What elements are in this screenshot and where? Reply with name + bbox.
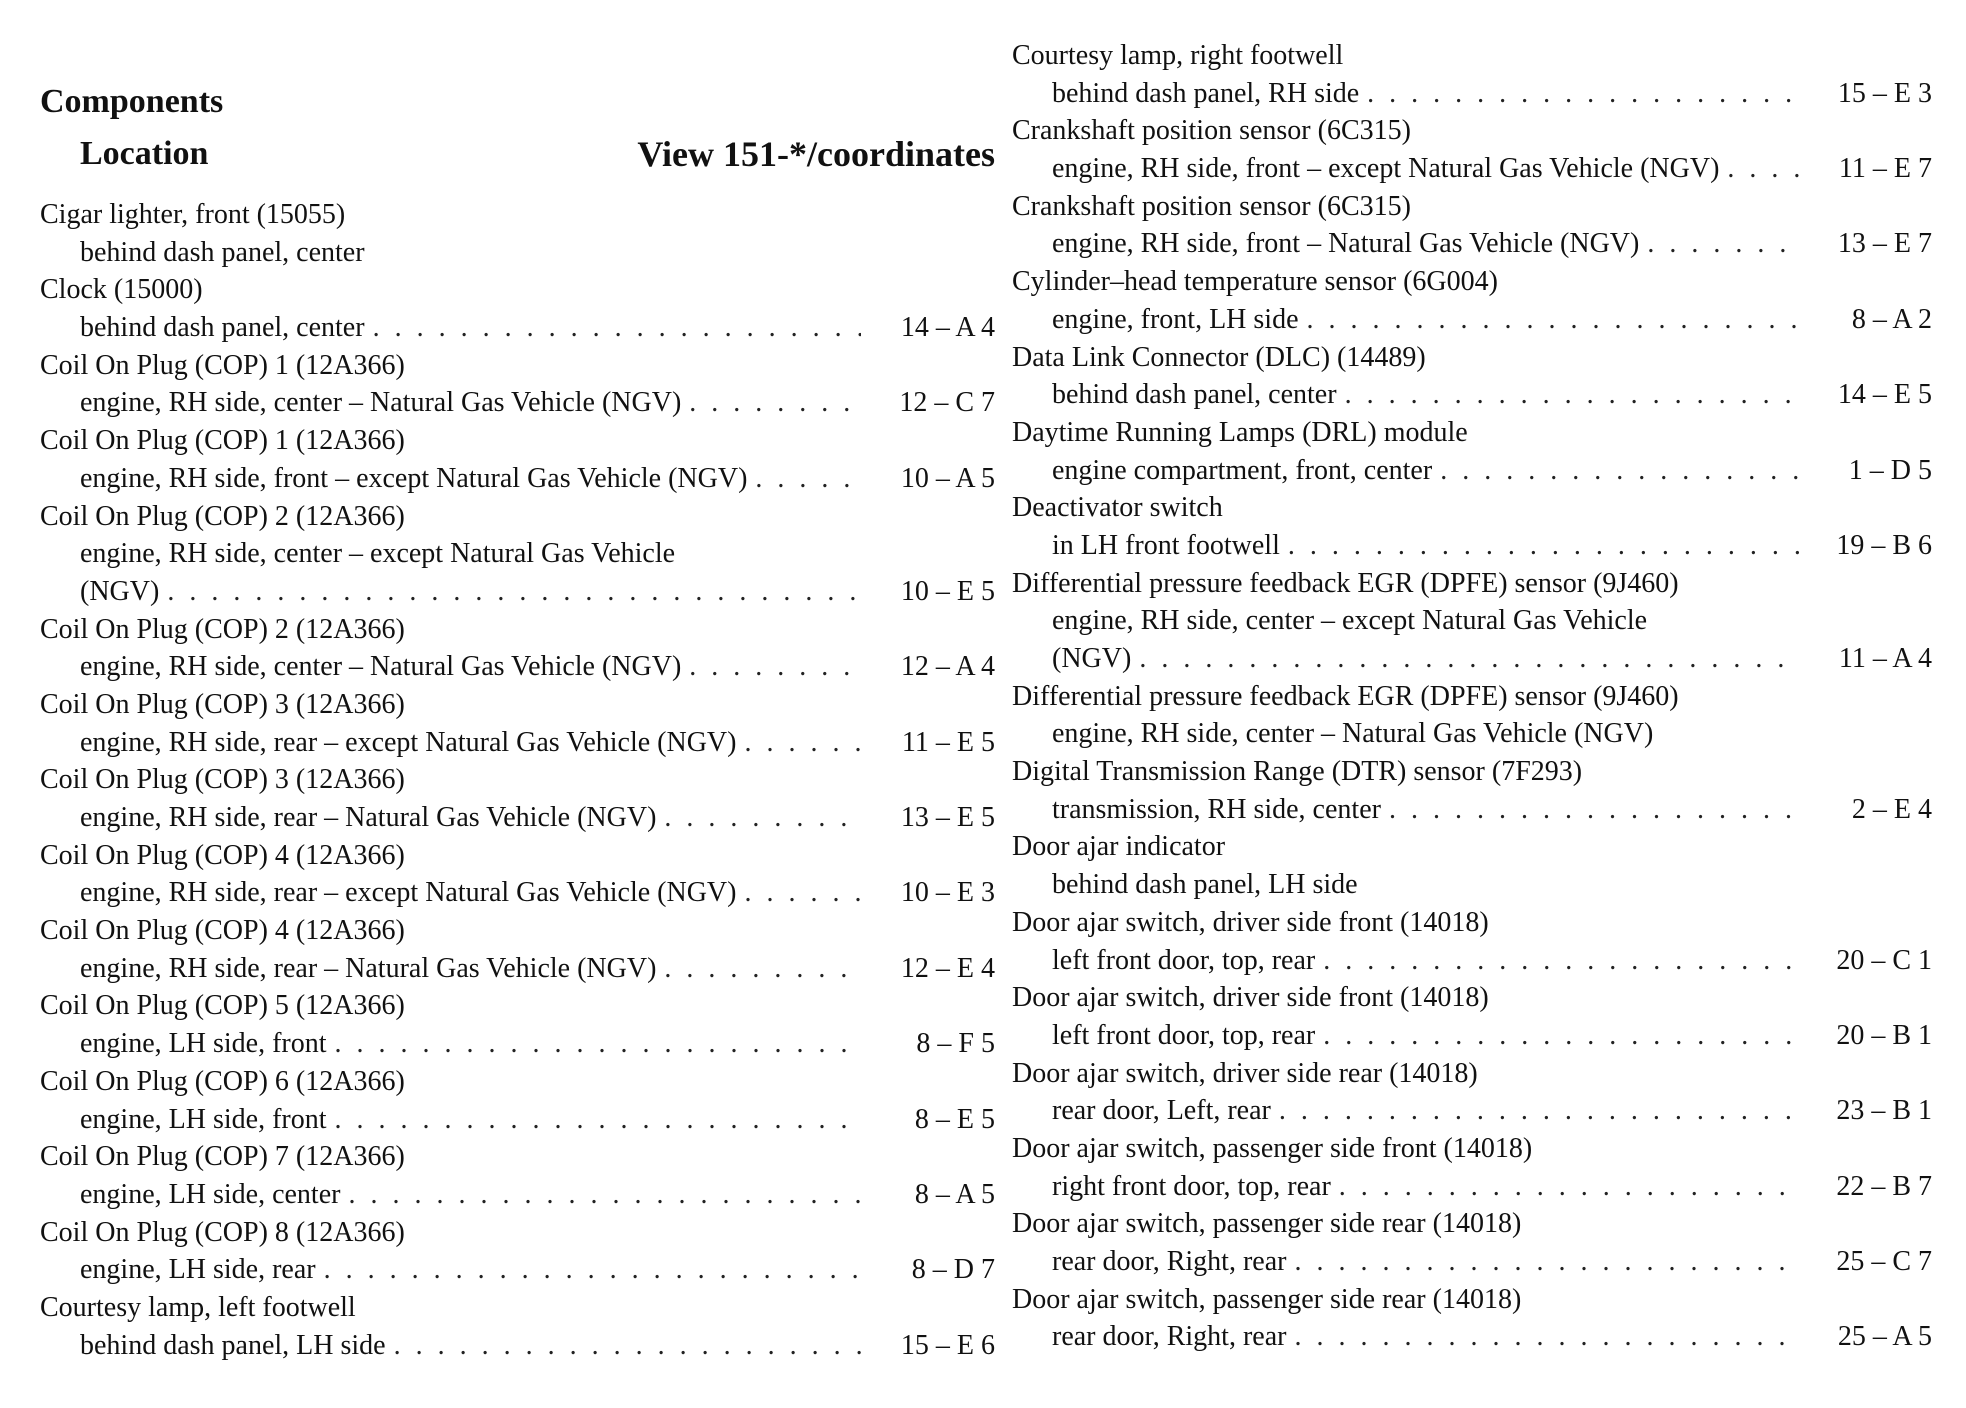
location-line [1012, 1243, 1932, 1281]
right-entry-list [1012, 37, 1932, 1356]
page-title: Components [40, 83, 224, 120]
view-coordinate: 11 – E 7 [1838, 153, 1932, 185]
component-name-text: Door ajar switch, driver side front (14018) [1012, 982, 1489, 1014]
dot-leader [1323, 942, 1800, 980]
location-text: engine, LH side, center [80, 1178, 341, 1210]
component-name [40, 761, 995, 799]
view-coordinate: 22 – B 7 [1836, 1170, 1932, 1202]
dot-leader [744, 874, 861, 912]
dot-leader [167, 573, 861, 611]
component-name-text: Coil On Plug (COP) 1 (12A366) [40, 349, 405, 381]
component-name [1012, 979, 1932, 1017]
left-entry-list [40, 196, 995, 1364]
location-text: engine, RH side, rear – Natural Gas Vehicle (NGV) [80, 952, 657, 984]
component-name [40, 686, 995, 724]
component-name-text: Coil On Plug (COP) 3 (12A366) [40, 688, 405, 720]
dot-leader [755, 460, 861, 498]
component-name-text: Coil On Plug (COP) 2 (12A366) [40, 613, 405, 645]
component-name-text: Door ajar switch, driver side front (14018) [1012, 906, 1489, 938]
dot-leader [664, 799, 861, 837]
component-name-text: Differential pressure feedback EGR (DPFE) sensor (9J460) [1012, 680, 1679, 712]
component-name-text: Door ajar indicator [1012, 831, 1226, 863]
component-name-text: Differential pressure feedback EGR (DPFE) sensor (9J460) [1012, 567, 1679, 599]
view-coordinate: 11 – A 4 [1838, 643, 1932, 674]
location-text: engine, RH side, center – except Natural Gas Vehicle [80, 538, 676, 570]
location-line [40, 460, 995, 498]
location-text: behind dash panel, center [80, 312, 365, 344]
location-line [1012, 1092, 1932, 1130]
component-name-text: Coil On Plug (COP) 4 (12A366) [40, 839, 405, 871]
component-name [1012, 188, 1932, 226]
location-text: engine, RH side, center – except Natural Gas Vehicle [1052, 605, 1648, 637]
location-text: behind dash panel, center [1052, 379, 1337, 411]
component-name [1012, 828, 1932, 866]
component-name [40, 1138, 995, 1176]
view-coordinate: 12 – E 4 [900, 952, 995, 984]
location-line [1012, 75, 1932, 113]
location-text: engine, LH side, front [80, 1028, 327, 1060]
location-line [1012, 225, 1932, 263]
dot-leader [348, 1176, 861, 1214]
location-text: rear door, Right, rear [1052, 1321, 1287, 1353]
location-line [40, 573, 995, 611]
dot-leader [1367, 75, 1800, 113]
dot-leader [335, 1101, 862, 1139]
location-text: engine, RH side, front – except Natural Gas Vehicle (NGV) [80, 462, 748, 494]
location-text: transmission, RH side, center [1052, 793, 1381, 825]
component-name-text: Door ajar switch, passenger side rear (14018) [1012, 1283, 1522, 1315]
dot-leader [335, 1025, 862, 1063]
component-name [1012, 1055, 1932, 1093]
view-coordinate: 8 – E 5 [914, 1103, 995, 1135]
component-name [1012, 565, 1932, 603]
location-text: left front door, top, rear [1052, 1019, 1316, 1051]
view-coordinate: 15 – E 6 [900, 1329, 995, 1361]
view-coordinate: 8 – A 2 [1851, 303, 1932, 335]
component-name-text: Coil On Plug (COP) 7 (12A366) [40, 1141, 405, 1173]
location-line [40, 234, 995, 272]
component-name-text: Door ajar switch, driver side rear (14018) [1012, 1057, 1478, 1089]
view-coordinate: 11 – E 5 [901, 726, 995, 758]
location-text: behind dash panel, LH side [80, 1329, 386, 1361]
view-coordinate: 23 – B 1 [1836, 1095, 1932, 1127]
location-text: rear door, Right, rear [1052, 1246, 1287, 1277]
view-coordinate: 13 – E 5 [900, 802, 995, 833]
component-name [1012, 1281, 1932, 1319]
location-line [1012, 640, 1932, 678]
dot-leader [664, 950, 861, 988]
location-text: right front door, top, rear [1052, 1170, 1331, 1202]
component-name-text: Door ajar switch, passenger side rear (14018) [1012, 1208, 1522, 1240]
component-name [40, 987, 995, 1025]
location-line [40, 950, 995, 988]
component-name [1012, 904, 1932, 942]
dot-leader [394, 1327, 861, 1365]
location-text: behind dash panel, LH side [1052, 869, 1358, 901]
location-line [1012, 791, 1932, 829]
component-name [1012, 414, 1932, 452]
component-name-text: Courtesy lamp, left footwell [40, 1291, 356, 1323]
location-text: (NGV) [1052, 643, 1132, 674]
location-text: rear door, Left, rear [1052, 1095, 1271, 1127]
component-name [40, 1214, 995, 1252]
view-coordinate: 8 – D 7 [911, 1254, 995, 1286]
component-name [40, 837, 995, 875]
dot-leader [744, 724, 861, 762]
location-line [40, 384, 995, 422]
component-name-text: Coil On Plug (COP) 4 (12A366) [40, 915, 405, 947]
component-name-text: Crankshaft position sensor (6C315) [1012, 115, 1411, 147]
view-coordinate: 25 – C 7 [1836, 1246, 1932, 1277]
component-name [1012, 37, 1932, 75]
location-line [40, 1251, 995, 1289]
location-line [1012, 715, 1932, 753]
component-name-text: Coil On Plug (COP) 2 (12A366) [40, 500, 405, 532]
view-coordinate: 12 – A 4 [900, 651, 995, 683]
component-name-text: Door ajar switch, passenger side front (14018) [1012, 1132, 1533, 1164]
component-name [1012, 339, 1932, 377]
view-coordinate: 8 – F 5 [916, 1028, 995, 1060]
view-coordinate: 8 – A 5 [914, 1178, 995, 1210]
location-text: engine, RH side, center – Natural Gas Vehicle (NGV) [80, 651, 682, 683]
component-name-text: Cylinder–head temperature sensor (6G004) [1012, 266, 1498, 298]
component-name [1012, 263, 1932, 301]
location-line [1012, 527, 1932, 565]
dot-leader [1139, 640, 1800, 678]
dot-leader [1294, 1243, 1800, 1281]
location-line [1012, 452, 1932, 490]
component-name-text: Coil On Plug (COP) 6 (12A366) [40, 1065, 405, 1097]
dot-leader [1440, 452, 1800, 490]
component-name [40, 611, 995, 649]
view-coordinate: 10 – E 5 [900, 575, 995, 607]
view-coordinates-header: View 151-*/coordinates [637, 134, 995, 174]
view-coordinate: 20 – B 1 [1836, 1019, 1932, 1051]
location-line [40, 1101, 995, 1139]
location-line [1012, 602, 1932, 640]
component-name [40, 347, 995, 385]
component-name [40, 1289, 995, 1327]
location-text: (NGV) [80, 575, 160, 607]
location-text: engine, RH side, front – Natural Gas Vehicle (NGV) [1052, 228, 1640, 260]
view-coordinate: 20 – C 1 [1836, 944, 1932, 976]
component-name [1012, 1130, 1932, 1168]
view-coordinate: 2 – E 4 [1851, 793, 1932, 825]
view-coordinate: 10 – E 3 [900, 877, 995, 909]
dot-leader [689, 648, 861, 686]
dot-leader [1339, 1168, 1800, 1206]
location-line [1012, 866, 1932, 904]
dot-leader [1288, 527, 1800, 565]
location-line [40, 1176, 995, 1214]
dot-leader [1647, 225, 1800, 263]
component-name [1012, 1205, 1932, 1243]
location-text: engine compartment, front, center [1052, 454, 1433, 486]
location-text: engine, RH side, front – except Natural Gas Vehicle (NGV) [1052, 153, 1720, 185]
location-line [40, 799, 995, 837]
component-name-text: Deactivator switch [1012, 492, 1223, 524]
view-coordinate: 1 – D 5 [1848, 454, 1932, 486]
location-line [40, 874, 995, 912]
component-name [1012, 753, 1932, 791]
component-name-text: Cigar lighter, front (15055) [40, 199, 346, 230]
view-coordinate: 19 – B 6 [1836, 529, 1932, 561]
location-line [1012, 301, 1932, 339]
location-text: engine, RH side, center – Natural Gas Vehicle (NGV) [80, 387, 682, 419]
location-text: engine, RH side, rear – Natural Gas Vehicle (NGV) [80, 802, 657, 833]
location-line [40, 535, 995, 573]
dot-leader [373, 309, 861, 347]
dot-leader [324, 1251, 861, 1289]
location-text: engine, LH side, rear [80, 1254, 316, 1286]
location-text: behind dash panel, center [80, 236, 365, 268]
location-text: behind dash panel, RH side [1052, 77, 1360, 109]
dot-leader [1727, 150, 1800, 188]
dot-leader [1307, 301, 1801, 339]
component-name [1012, 489, 1932, 527]
component-name [1012, 678, 1932, 716]
location-line [40, 724, 995, 762]
view-coordinate: 14 – E 5 [1837, 379, 1932, 411]
dot-leader [1389, 791, 1800, 829]
dot-leader [689, 384, 861, 422]
location-line [1012, 942, 1932, 980]
dot-leader [1279, 1092, 1800, 1130]
component-name-text: Daytime Running Lamps (DRL) module [1012, 416, 1468, 448]
location-text: engine, LH side, front [80, 1103, 327, 1135]
dot-leader [1294, 1318, 1800, 1356]
component-name-text: Coil On Plug (COP) 5 (12A366) [40, 990, 405, 1022]
view-coordinate: 25 – A 5 [1837, 1321, 1932, 1353]
component-name [40, 498, 995, 536]
location-header: Location [80, 135, 209, 172]
location-text: left front door, top, rear [1052, 944, 1316, 976]
component-name-text: Coil On Plug (COP) 3 (12A366) [40, 764, 405, 796]
location-text: engine, RH side, center – Natural Gas Vehicle (NGV) [1052, 718, 1654, 750]
view-coordinate: 13 – E 7 [1837, 228, 1932, 260]
dot-leader [1323, 1017, 1800, 1055]
location-line [40, 309, 995, 347]
location-text: in LH front footwell [1052, 529, 1280, 561]
location-line [40, 1025, 995, 1063]
location-line [1012, 376, 1932, 414]
location-line [1012, 1168, 1932, 1206]
view-coordinate: 15 – E 3 [1837, 77, 1932, 109]
component-name [40, 422, 995, 460]
component-name-text: Clock (15000) [40, 274, 203, 306]
component-name [40, 271, 995, 309]
left-column [40, 0, 995, 1364]
component-name [40, 1063, 995, 1101]
view-coordinate: 10 – A 5 [900, 462, 995, 494]
location-line [1012, 150, 1932, 188]
column-header [40, 124, 995, 184]
component-name-text: Courtesy lamp, right footwell [1012, 40, 1344, 71]
location-line [40, 648, 995, 686]
component-name-text: Crankshaft position sensor (6C315) [1012, 190, 1411, 222]
dot-leader [1345, 376, 1800, 414]
right-column [1012, 37, 1932, 1356]
component-name [40, 912, 995, 950]
location-line [1012, 1318, 1932, 1356]
component-name-text: Data Link Connector (DLC) (14489) [1012, 341, 1426, 373]
location-text: engine, RH side, rear – except Natural Gas Vehicle (NGV) [80, 877, 737, 909]
location-text: engine, front, LH side [1052, 303, 1299, 335]
component-name-text: Coil On Plug (COP) 1 (12A366) [40, 425, 405, 457]
component-name [1012, 112, 1932, 150]
view-coordinate: 14 – A 4 [900, 312, 995, 344]
location-line [1012, 1017, 1932, 1055]
location-line [40, 1327, 995, 1365]
component-name-text: Digital Transmission Range (DTR) sensor (7F293) [1012, 756, 1583, 788]
component-name-text: Coil On Plug (COP) 8 (12A366) [40, 1216, 405, 1248]
location-text: engine, RH side, rear – except Natural Gas Vehicle (NGV) [80, 726, 737, 758]
view-coordinate: 12 – C 7 [899, 387, 995, 419]
component-name [40, 196, 995, 234]
